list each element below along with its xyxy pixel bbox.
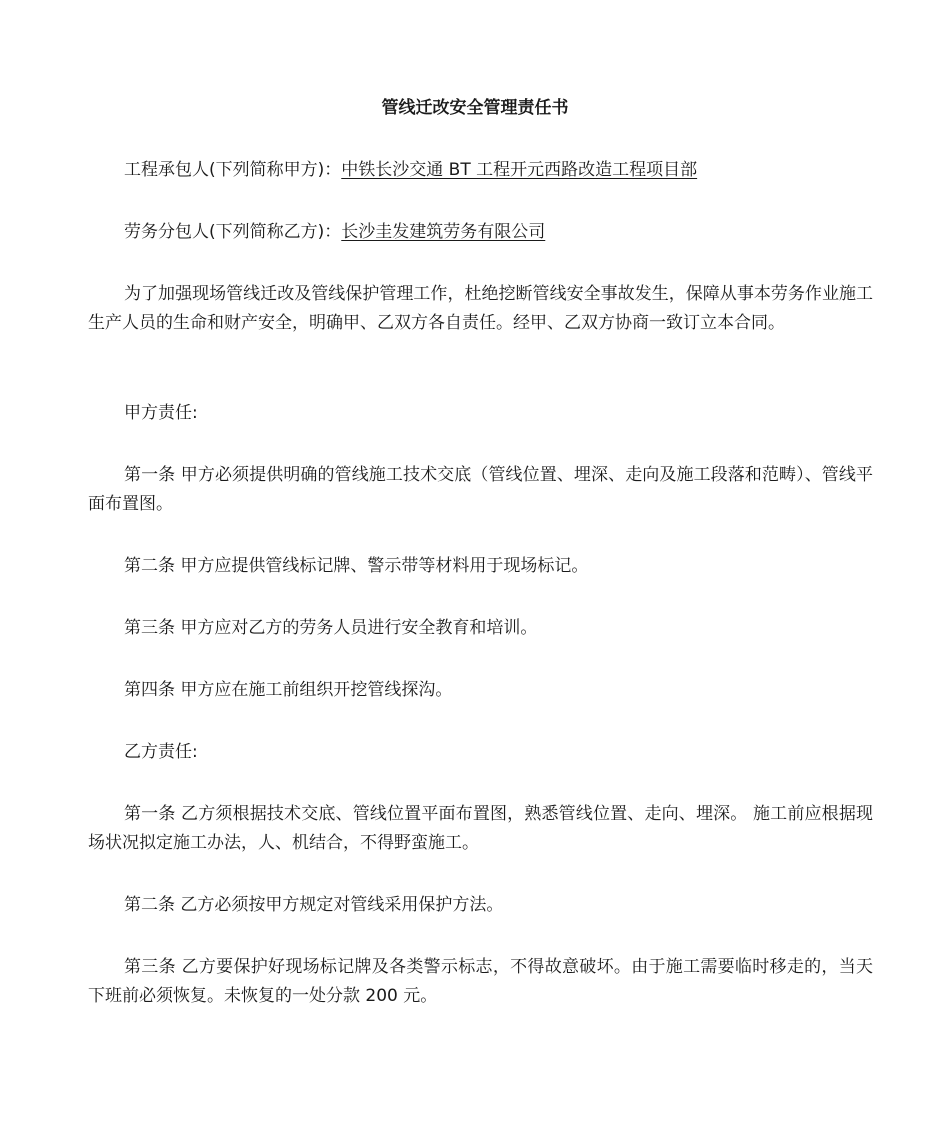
party-a-article-1: 第一条 甲方必须提供明确的管线施工技术交底（管线位置、埋深、走向及施工段落和范畴）、管线平面布置图。	[88, 465, 873, 514]
party-a-name: 中铁长沙交通 BT 工程开元西路改造工程项目部	[341, 160, 698, 180]
party-b-article-3: 第三条 乙方要保护好现场标记牌及各类警示标志，不得故意破坏。由于施工需要临时移走的，当天下班前必须恢复。未恢复的一处分款 200 元。	[88, 957, 873, 1006]
party-b-section-heading: 乙方责任:	[124, 742, 198, 762]
document-title: 管线迁改安全管理责任书	[381, 98, 569, 118]
party-b-line	[88, 218, 873, 247]
party-a-article-3: 第三条 甲方应对乙方的劳务人员进行安全教育和培训。	[124, 618, 538, 638]
party-b-article-1: 第一条 乙方须根据技术交底、管线位置平面布置图，熟悉管线位置、走向、埋深。 施工前应根据现场状况拟定施工办法，人、机结合，不得野蛮施工。	[88, 804, 873, 853]
intro-paragraph: 为了加强现场管线迁改及管线保护管理工作，杜绝挖断管线安全事故发生，保障从事本劳务作业施工生产人员的生命和财产安全，明确甲、乙双方各自责任。经甲、乙双方协商一致订立本合同。	[88, 284, 873, 333]
party-b-article-2: 第二条 乙方必须按甲方规定对管线采用保护方法。	[124, 895, 504, 915]
party-a-section-heading: 甲方责任:	[124, 403, 198, 423]
party-a-line	[88, 156, 873, 185]
party-a-article-4: 第四条 甲方应在施工前组织开挖管线探沟。	[124, 680, 453, 700]
party-b-name: 长沙圭发建筑劳务有限公司	[341, 222, 546, 242]
party-a-article-2: 第二条 甲方应提供管线标记牌、警示带等材料用于现场标记。	[124, 556, 589, 576]
party-a-label: 工程承包人(下列简称甲方)：	[124, 160, 342, 180]
party-b-label: 劳务分包人(下列简称乙方)：	[124, 222, 342, 242]
